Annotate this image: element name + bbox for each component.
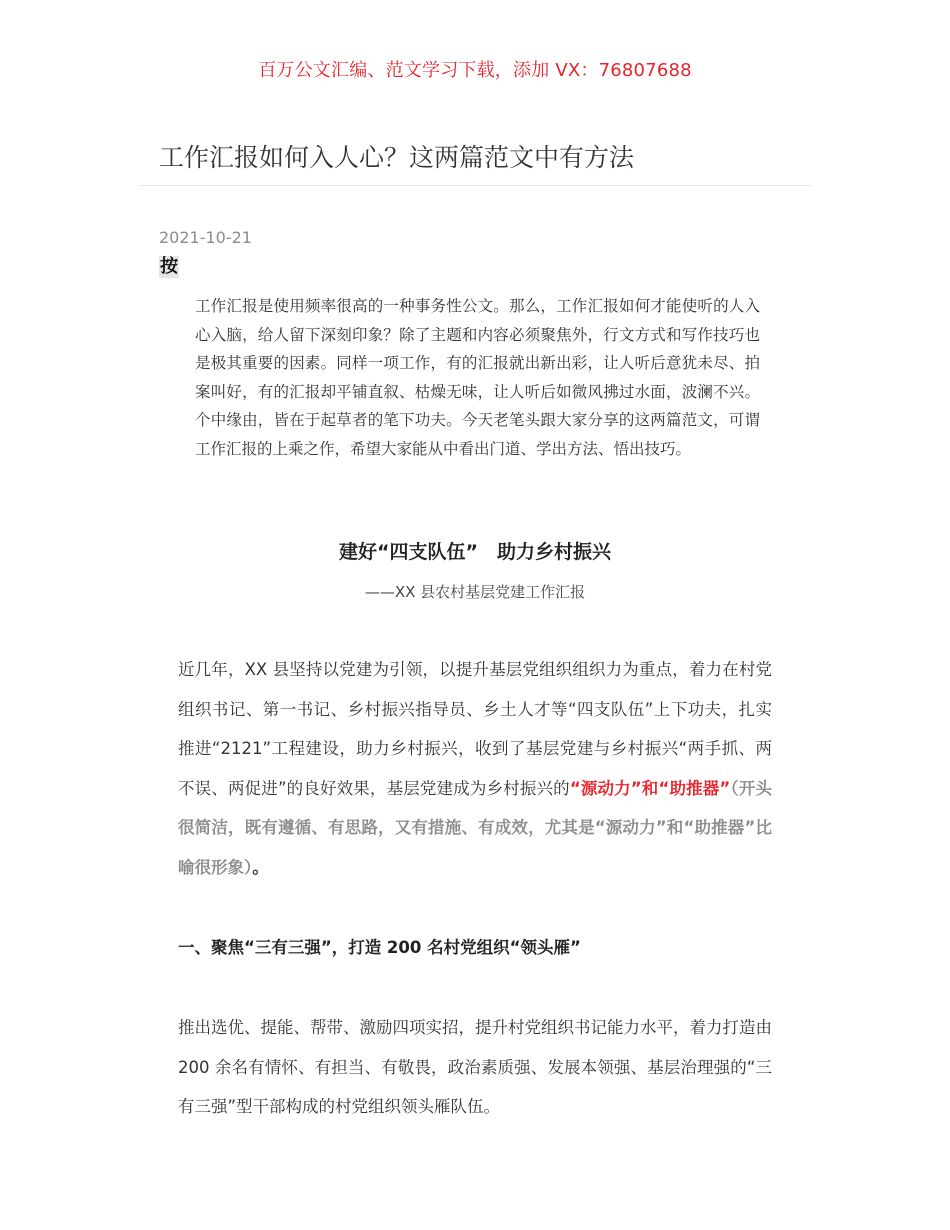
preface-label: 按 xyxy=(160,256,178,277)
intro-paragraph xyxy=(178,650,772,887)
publish-date: 2021-10-21 xyxy=(159,228,252,247)
intro-highlight: “源动力”和“助推器” xyxy=(569,778,731,798)
article-subtitle: ——XX 县农村基层党建工作汇报 xyxy=(364,583,586,601)
section-heading-1: 一、聚焦“三有三强”，打造 200 名村党组织“领头雁” xyxy=(178,938,581,957)
page-title: 工作汇报如何入人心？这两篇范文中有方法 xyxy=(159,143,635,172)
editor-comment: （开头很简洁，既有遵循、有思路，又有措施、有成效，尤其是“源动力”和“助推器”比喻很形象） xyxy=(178,778,772,877)
section-1-paragraph: 推出选优、提能、帮带、激励四项实招，提升村党组织书记能力水平，着力打造由 200 余名有情怀、有担当、有敬畏，政治素质强、发展本领强、基层治理强的“三有三强”型干部构成的村党组织领头雁队伍。 xyxy=(178,1018,772,1116)
article-title: 建好“四支队伍” 助力乡村振兴 xyxy=(339,541,611,563)
title-divider xyxy=(140,185,811,186)
intro-text: 近几年，XX 县坚持以党建为引领，以提升基层党组织组织力为重点，着力在村党组织书记、第一书记、乡村振兴指导员、乡土人才等“四支队伍”上下功夫，扎实推进“2121”工程建设，助力乡村振兴，收到了基层党建与乡村振兴“两手抓、两不误、两促进”的良好效果，基层党建成为乡村振兴的 xyxy=(178,660,772,798)
intro-end-punctuation: 。 xyxy=(252,857,269,877)
promo-banner: 百万公文汇编、范文学习下载，添加 VX：76807688 xyxy=(258,60,692,81)
preface-text: 工作汇报是使用频率很高的一种事务性公文。那么，工作汇报如何才能使听的人入心入脑，给人留下深刻印象？除了主题和内容必须聚焦外，行文方式和写作技巧也是极其重要的因素。同样一项工作，有的汇报就出新出彩，让人听后意犹未尽、拍案叫好，有的汇报却平铺直叙、枯燥无味，让人听后如微风拂过水面，波澜不兴。个中缘由，皆在于起草者的笔下功夫。今天老笔头跟大家分享的这两篇范文，可谓工作汇报的上乘之作，希望大家能从中看出门道、学出方法、悟出技巧。 xyxy=(195,297,760,458)
